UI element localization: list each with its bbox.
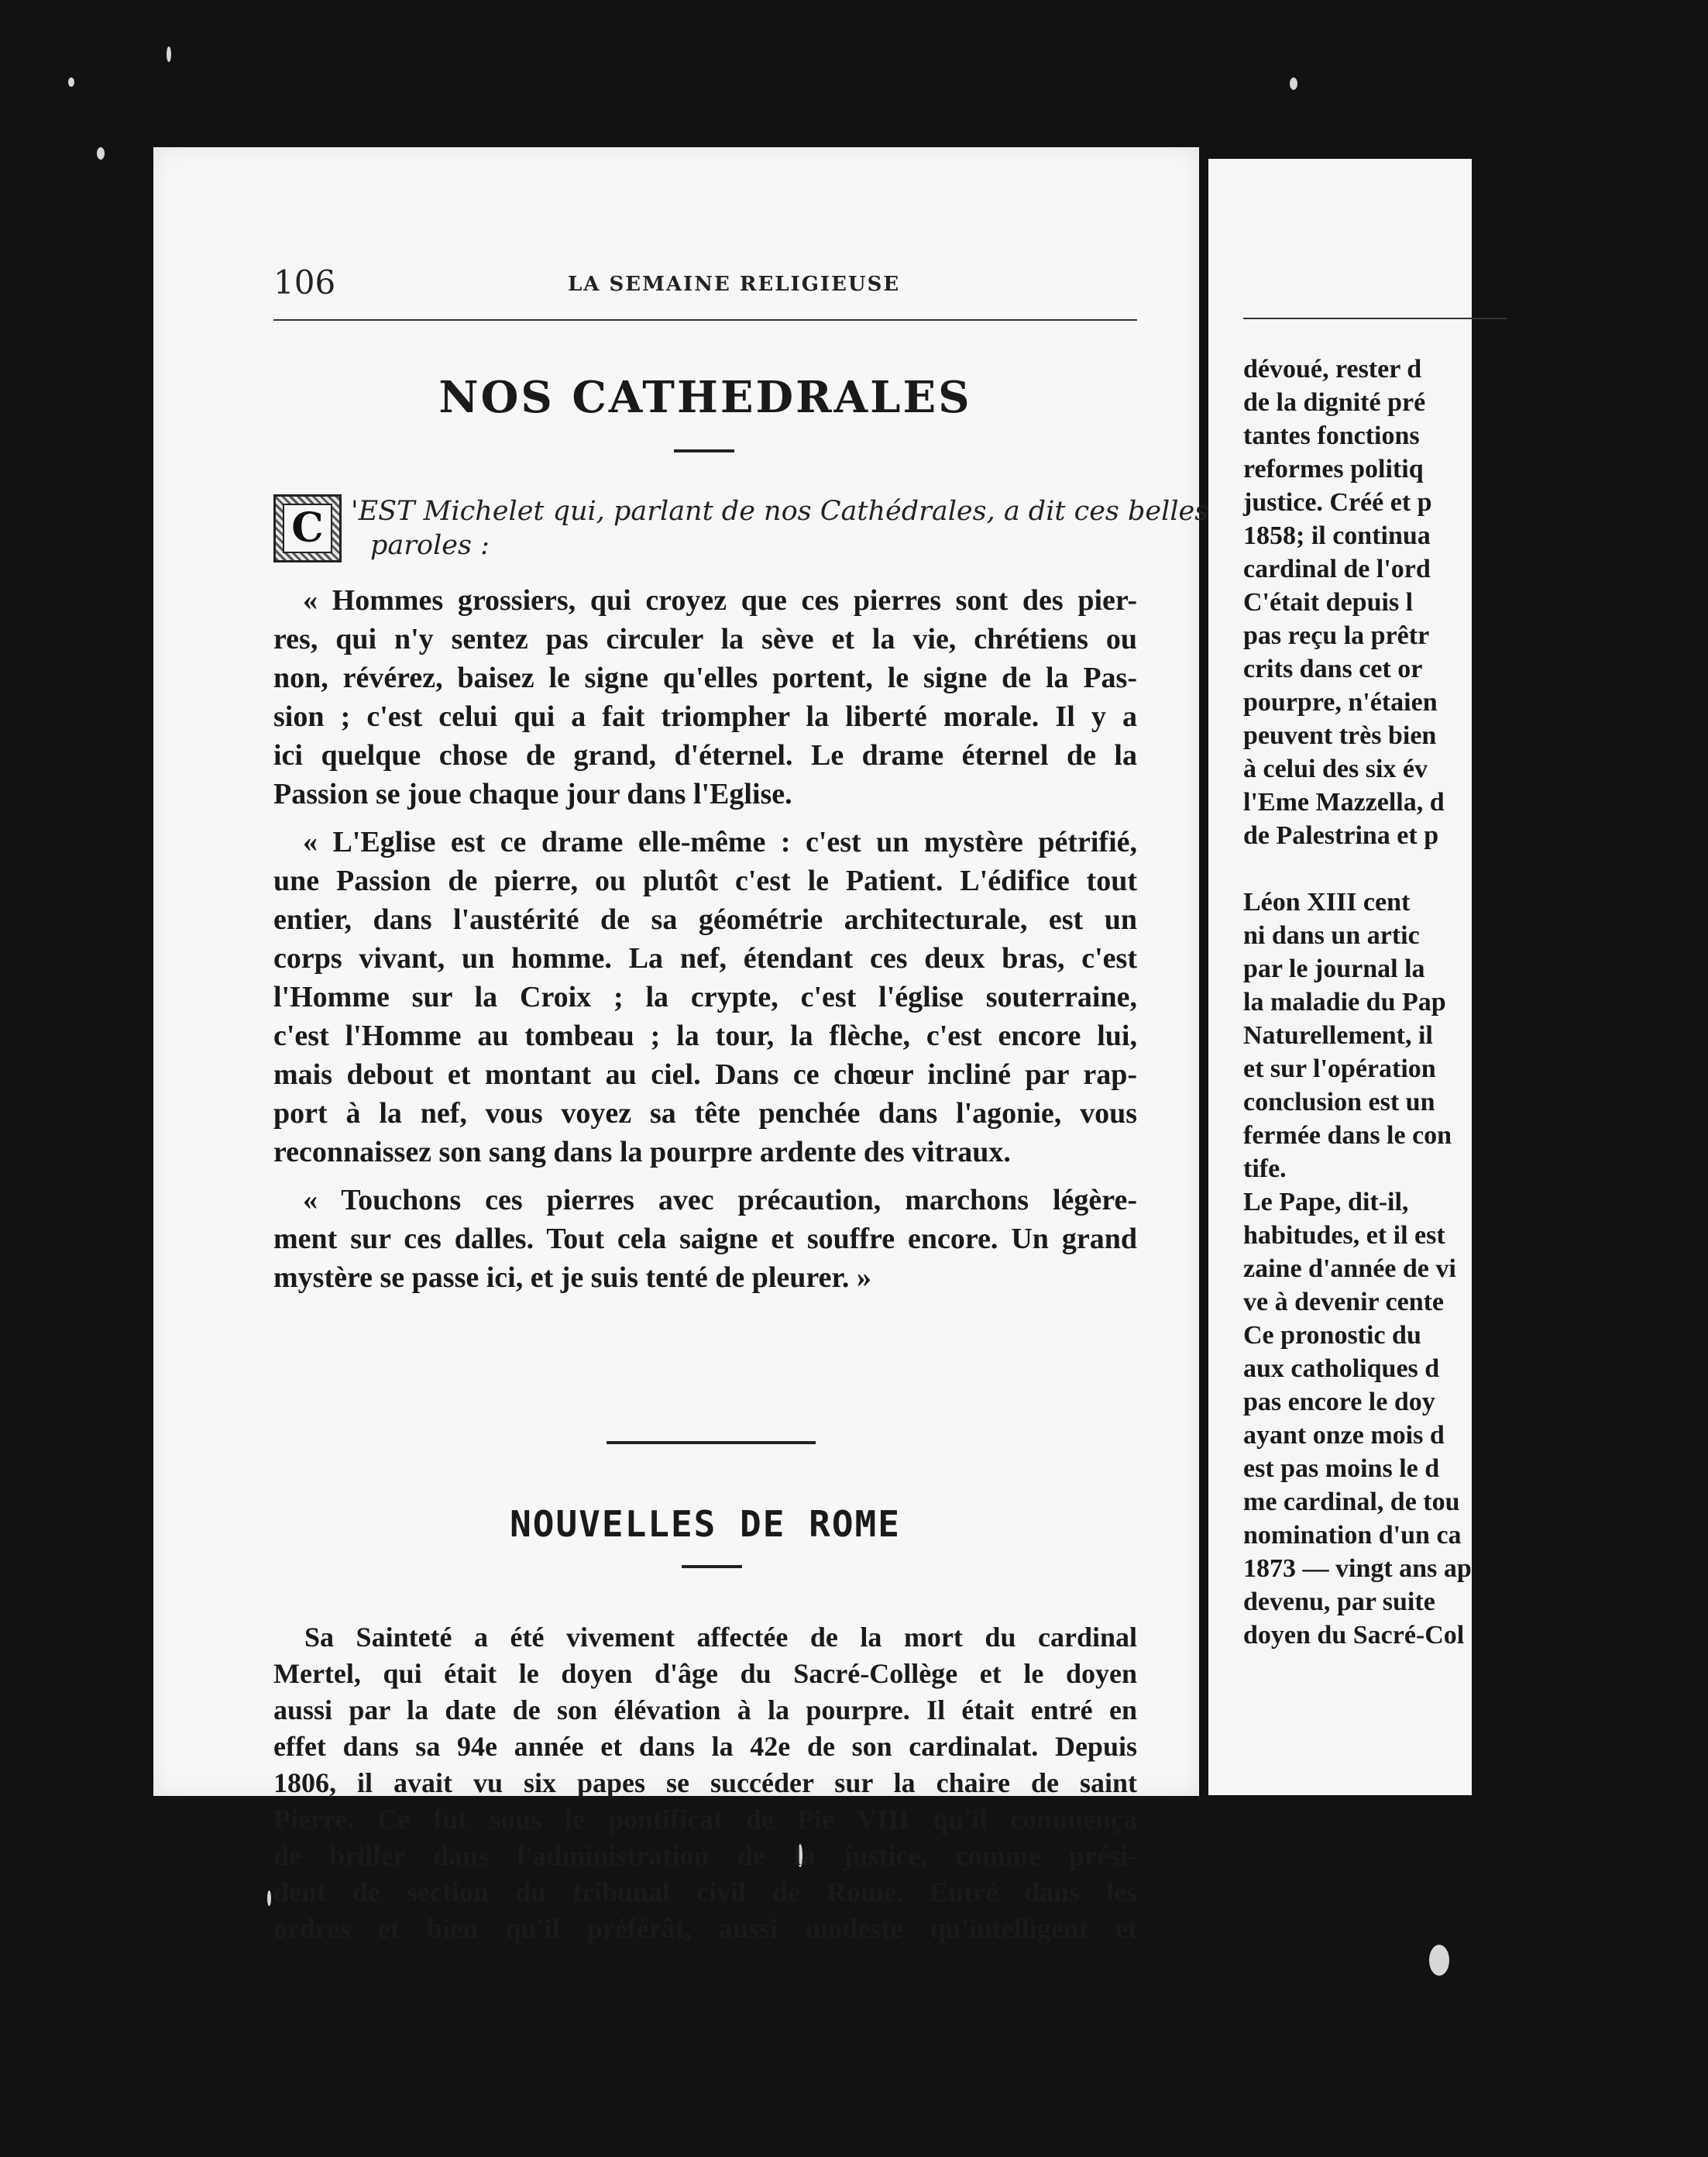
article-title: NOS CATHEDRALES [438,372,972,423]
text-line: effet dans sa 94e année et dans la 42e de son cardinalat. Depuis [273,1731,1137,1762]
text-line: Sa Sainteté a été vivement affectée de la mort du cardinal [304,1622,1137,1653]
text-line [1243,852,1708,886]
intro-line: 'EST Michelet qui, parlant de nos Cathédrales, a dit ces belles [351,496,1209,527]
scan-speck [167,46,171,62]
text-line: dévoué, rester d [1243,355,1422,384]
article-quote [273,581,1137,1297]
text-line: non, révérez, baisez le signe qu'elles portent, le signe de la Pas- [273,662,1137,694]
text-line: doyen du Sacré-Col [1243,1621,1465,1650]
text-line: nomination d'un ca [1243,1521,1462,1550]
text-line: Pierre. Ce fut sous le pontificat de Pie VIII qu'il commença [273,1804,1137,1835]
running-head: LA SEMAINE RELIGIEUSE [568,273,901,296]
text-line: peuvent très bien [1243,721,1437,750]
text-line: l'Eme Mazzella, d [1243,788,1445,817]
text-line: Léon XIII cent [1243,888,1411,917]
text-line: Le Pape, dit-il, [1243,1188,1409,1216]
text-line: ordres et bien qu'il préférât, aussi modeste qu'intelligent et [273,1913,1137,1944]
text-line: « Touchons ces pierres avec précaution, marchons légère- [303,1184,1137,1216]
text-line: me cardinal, de tou [1243,1488,1460,1516]
text-line: conclusion est un [1243,1088,1435,1116]
text-line: aussi par la date de son élévation à la pourpre. Il était entré en [273,1694,1137,1725]
text-line: 1858; il continua [1243,521,1431,550]
text-line: ayant onze mois d [1243,1421,1445,1450]
text-line: res, qui n'y sentez pas circuler la sève et la vie, chrétiens ou [273,623,1137,655]
intro-line: paroles : [370,530,490,561]
drop-cap-ornament [273,494,342,562]
text-line: sion ; c'est celui qui a fait triompher la liberté morale. Il y a [273,700,1137,733]
text-line: reformes politiq [1243,455,1424,483]
page-number: 106 [273,263,336,301]
header-rule [1243,318,1507,319]
text-line: Naturellement, il [1243,1021,1433,1050]
text-line: et sur l'opération [1243,1054,1436,1083]
text-line: devenu, par suite [1243,1588,1435,1616]
text-line: ment sur ces dalles. Tout cela saigne et souffre encore. Un grand [273,1223,1137,1255]
text-line: crits dans cet or [1243,655,1423,683]
right-page [1208,159,1472,1795]
left-page [153,147,1209,1944]
text-line: C'était depuis l [1243,588,1414,617]
scan-speck [1429,1945,1449,1976]
text-line: zaine d'année de vi [1243,1254,1456,1283]
text-line: tife. [1243,1154,1287,1183]
scan-speck [267,1890,271,1906]
text-line: de briller dans l'administration de la justice, comme prési- [273,1840,1137,1871]
title-rule [674,449,734,452]
text-line: « Hommes grossiers, qui croyez que ces pierres sont des pier- [303,584,1137,617]
text-line: fermée dans le con [1243,1121,1452,1150]
text-line: Mertel, qui était le doyen d'âge du Sacré-Collège et le doyen [273,1658,1137,1689]
text-line: mais debout et montant au ciel. Dans ce chœur incliné par rap- [273,1058,1137,1091]
text-line: pas reçu la prêtr [1243,621,1430,650]
header-rule [273,319,1137,321]
text-line: cardinal de l'ord [1243,555,1431,583]
page-header [273,263,1137,310]
text-line: l'Homme sur la Croix ; la crypte, c'est l'église souterraine, [273,981,1137,1013]
text-line: 1806, il avait vu six papes se succéder sur la chaire de saint [273,1767,1137,1798]
text-line: la maladie du Pap [1243,988,1446,1017]
text-line: une Passion de pierre, ou plutôt c'est le Patient. L'édifice tout [273,865,1137,897]
article-intro [273,494,1209,572]
text-line: justice. Créé et p [1243,488,1432,517]
text-line: de Palestrina et p [1243,821,1439,850]
text-line: reconnaissez son sang dans la pourpre ardente des vitraux. [273,1136,1011,1168]
article-title: NOUVELLES DE ROME [510,1503,901,1545]
text-line: corps vivant, un homme. La nef, étendant ces deux bras, c'est [273,942,1137,975]
text-line: habitudes, et il est [1243,1221,1445,1250]
text-line: à celui des six év [1243,755,1428,783]
text-line: mystère se passe ici, et je suis tenté de pleurer. » [273,1261,871,1294]
scan-speck [1290,77,1297,90]
text-line: ici quelque chose de grand, d'éternel. Le drame éternel de la [273,739,1137,772]
text-line: port à la nef, vous voyez sa tête penchée dans l'agonie, vous [273,1097,1137,1130]
text-line: tantes fonctions [1243,421,1420,450]
text-line: Ce pronostic du [1243,1321,1421,1350]
text-line: par le journal la [1243,955,1425,983]
scan-speck [68,77,74,87]
drop-cap-letter: C [283,504,332,553]
title-rule [682,1565,742,1568]
text-line: Passion se joue chaque jour dans l'Eglise. [273,778,792,810]
right-column-text [1243,353,1708,1652]
text-line: c'est l'Homme au tombeau ; la tour, la flèche, c'est encore lui, [273,1020,1137,1052]
text-line: entier, dans l'austérité de sa géométrie architecturale, est un [273,903,1137,936]
text-line: pourpre, n'étaien [1243,688,1438,717]
text-line: aux catholiques d [1243,1354,1440,1383]
text-line: « L'Eglise est ce drame elle-même : c'est un mystère pétrifié, [303,826,1137,858]
text-line: 1873 — vingt ans ap [1243,1554,1472,1583]
text-line: dent de section du tribunal civil de Rome. Entré dans les [273,1877,1137,1908]
section-divider [607,1441,816,1444]
text-line: de la dignité pré [1243,388,1426,417]
article-body [273,1619,1137,1947]
text-line: est pas moins le d [1243,1454,1440,1483]
text-line: pas encore le doy [1243,1388,1435,1416]
text-line: ni dans un artic [1243,921,1420,950]
scan-speck [97,147,105,160]
text-line: ve à devenir cente [1243,1288,1445,1316]
